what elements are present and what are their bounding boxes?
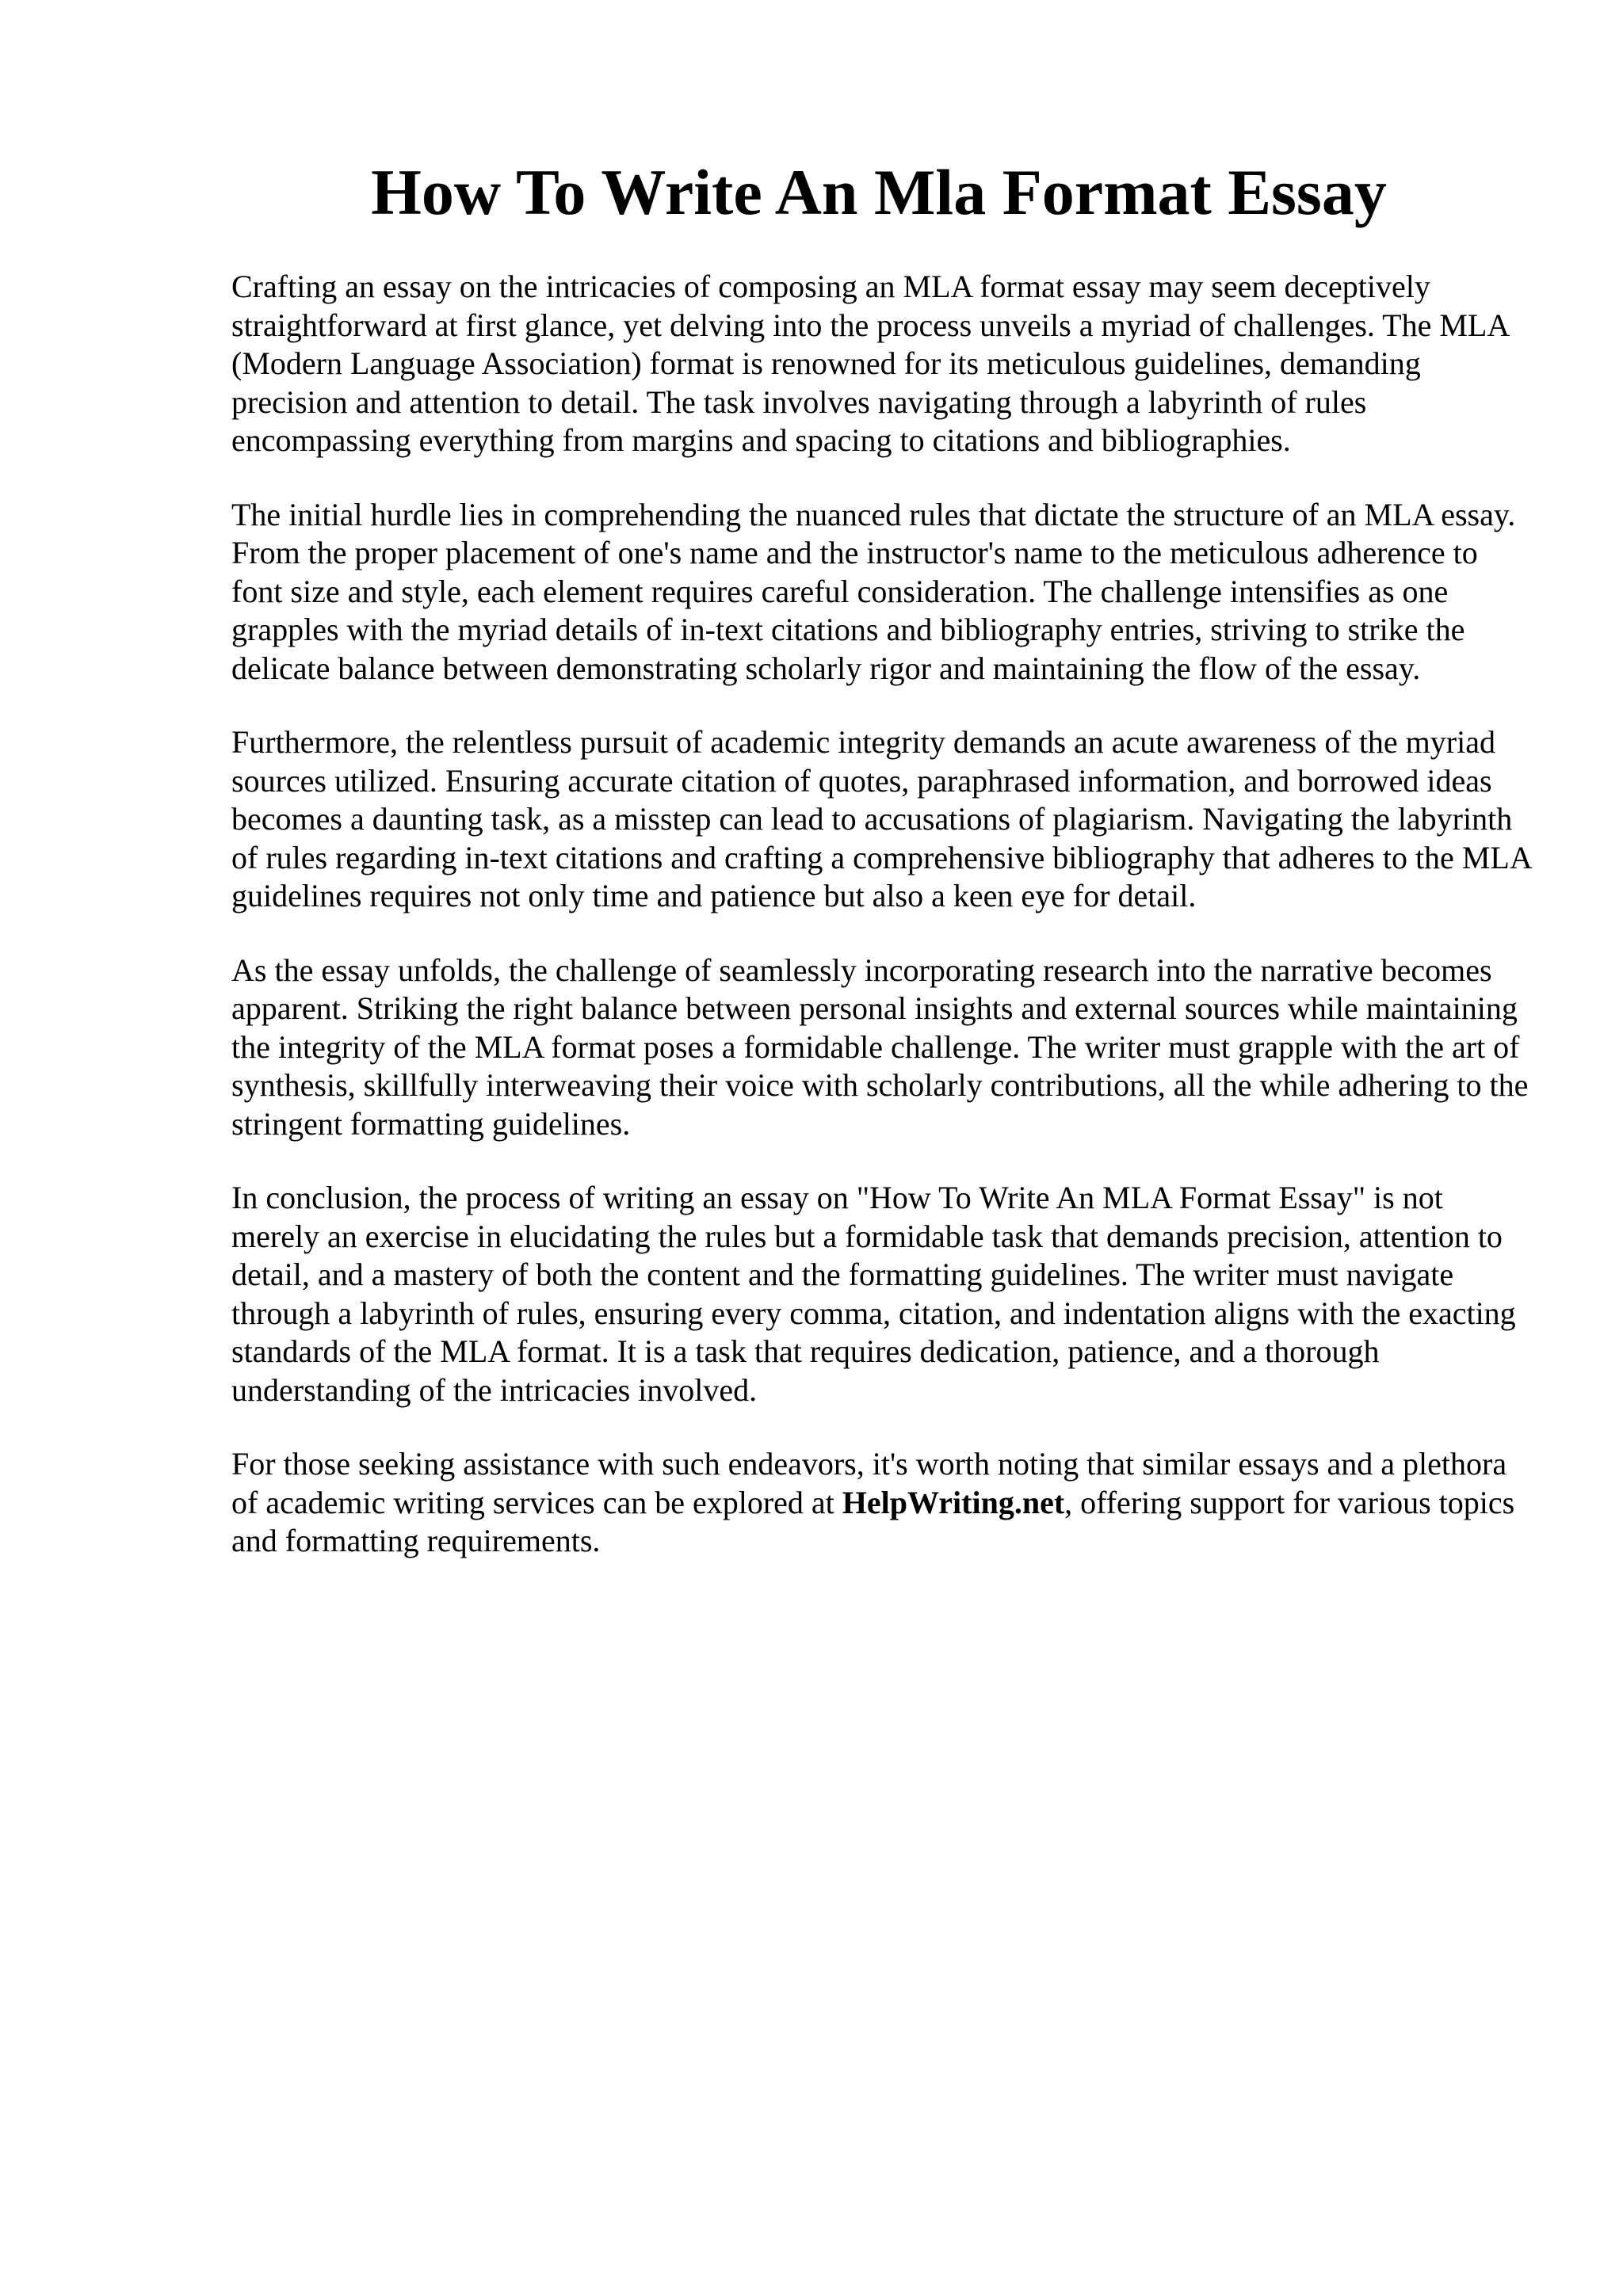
paragraph-6 — [231, 1445, 1531, 1561]
paragraph-4: As the essay unfolds, the challenge of seamlessly incorporating research into the narrative becomes apparent. Striking the right balance between personal insights and external sources while maintaining the integrity of the MLA format poses a formidable challenge. The writer must grapple with the art of synthesis, skillfully interweaving their voice with scholarly contributions, all the while adhering to the stringent formatting guidelines. — [231, 952, 1529, 1142]
paragraph-1: Crafting an essay on the intricacies of composing an MLA format essay may seem deceptively straightforward at first glance, yet delving into the process unveils a myriad of challenges. The MLA (Modern Language Association) format is renowned for its meticulous guidelines, demanding precision and attention to detail. The task involves navigating through a labyrinth of rules encompassing everything from margins and spacing to citations and bibliographies. — [231, 269, 1509, 458]
paragraph-6-text-after: , offering support for various topics and formatting requirements. — [231, 1484, 1515, 1558]
document-title: How To Write An Mla Format Essay — [371, 156, 1387, 228]
document-body — [231, 268, 1531, 1596]
paragraph-5: In conclusion, the process of writing an essay on "How To Write An MLA Format Essay" is not merely an exercise in elucidating the rules but a formidable task that demands precision, attention to detail, and a mastery of both the content and the formatting guidelines. The writer must navigate through a labyrinth of rules, ensuring every comma, citation, and indentation aligns with the exacting standards of the MLA format. It is a task that requires dedication, patience, and a thorough understanding of the intricacies involved. — [231, 1180, 1516, 1408]
paragraph-6-text-before: For those seeking assistance with such endeavors, it's worth noting that similar essays and a plethora of academic writing services can be explored at — [231, 1446, 1507, 1520]
helpwriting-link[interactable]: HelpWriting.net — [842, 1484, 1065, 1520]
paragraph-3: Furthermore, the relentless pursuit of academic integrity demands an acute awareness of the myriad sources utilized. Ensuring accurate citation of quotes, paraphrased information, and borrowed ideas becomes a daunting task, as a misstep can lead to accusations of plagiarism. Navigating the labyrinth of rules regarding in-text citations and crafting a comprehensive bibliography that adheres to the MLA guidelines requires not only time and patience but also a keen eye for detail. — [231, 724, 1531, 913]
paragraph-2: The initial hurdle lies in comprehending the nuanced rules that dictate the structure of an MLA essay. From the proper placement of one's name and the instructor's name to the meticulous adherence to font size and style, each element requires careful consideration. The challenge intensifies as one grapples with the myriad details of in-text citations and bibliography entries, striving to strike the delicate balance between demonstrating scholarly rigor and maintaining the flow of the essay. — [231, 496, 1516, 686]
